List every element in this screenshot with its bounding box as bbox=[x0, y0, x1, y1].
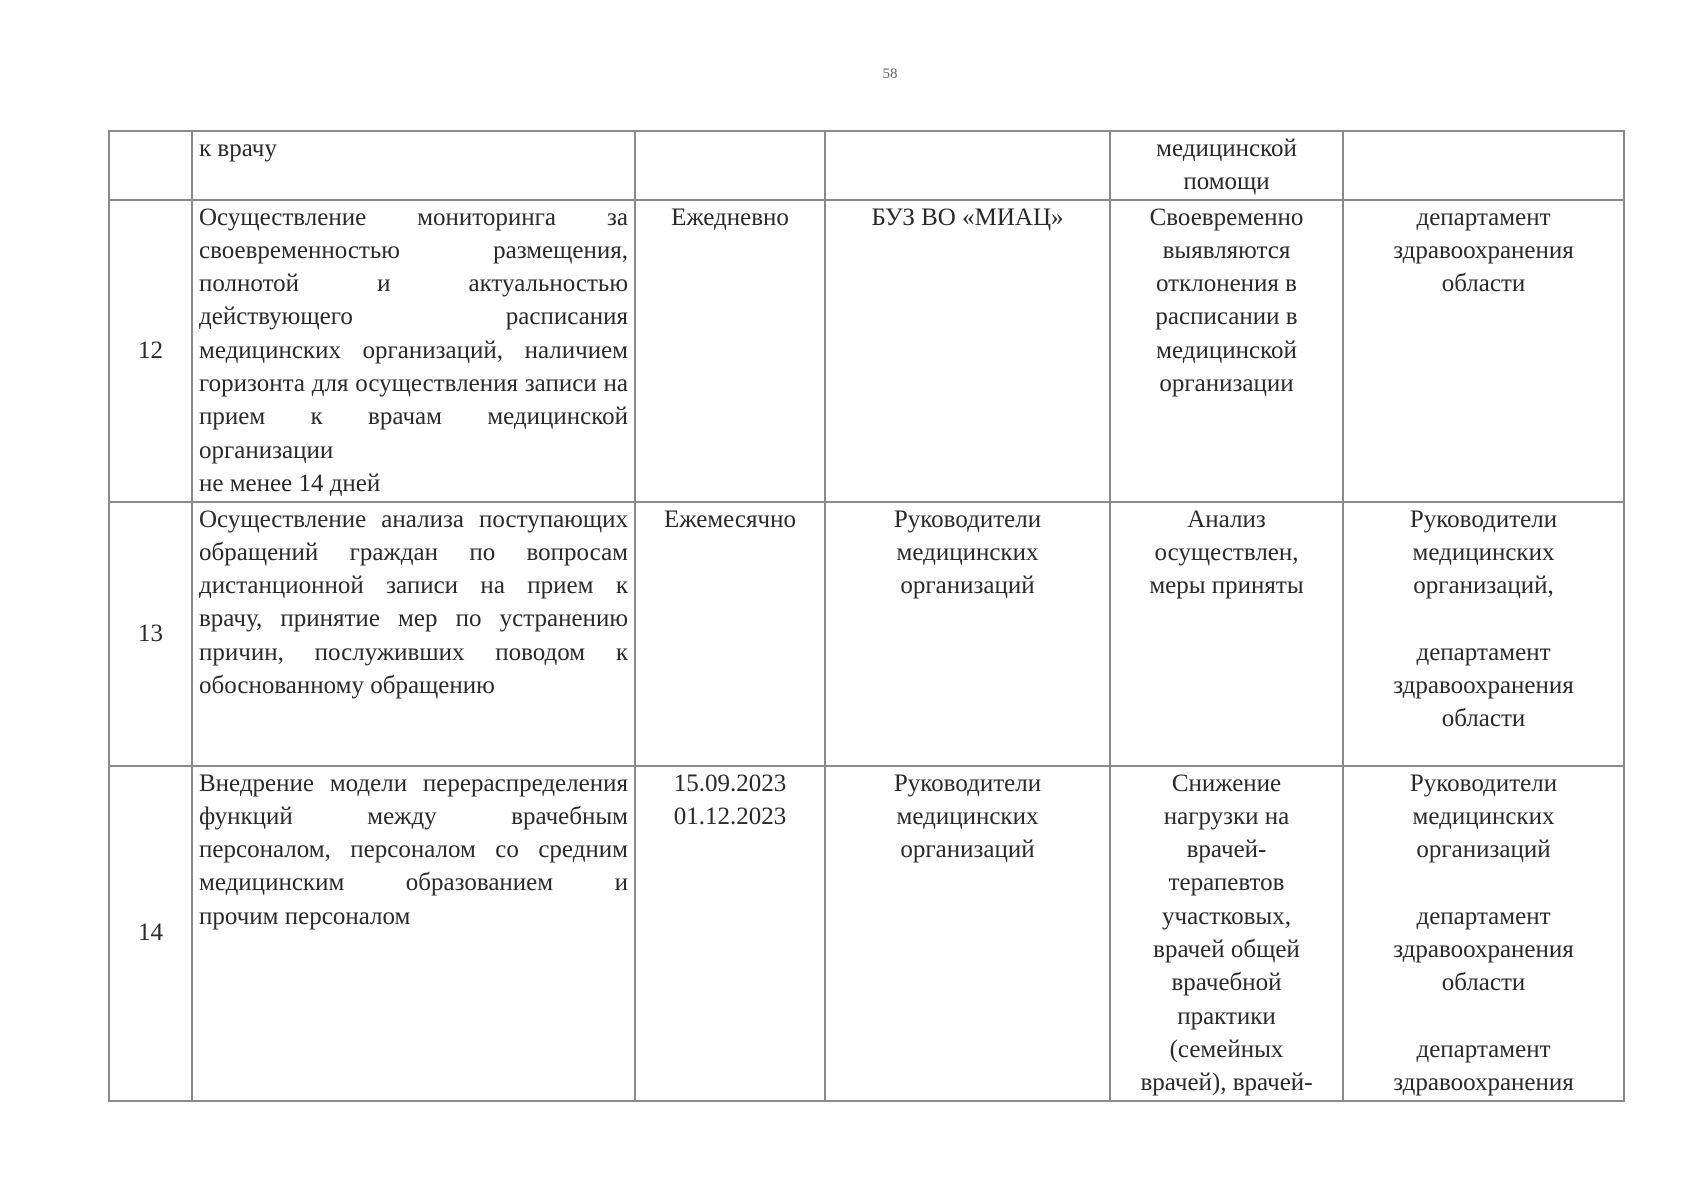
result-cell: Снижение нагрузки на врачей- терапевтов участковых, врачей общей врачебной практики (семейных врачей), врачей- bbox=[1110, 766, 1343, 1101]
responsible-cell: БУЗ ВО «МИАЦ» bbox=[825, 200, 1110, 502]
row-number: 14 bbox=[109, 766, 192, 1101]
activity-text-last-line: обоснованному обращению bbox=[199, 672, 495, 700]
action-plan-table bbox=[108, 130, 1625, 1102]
supervisor-cell: департамент здравоохранения области bbox=[1343, 200, 1624, 502]
activity-text: Внедрение модели перераспределения функций между врачебным персоналом, персоналом со средним медицинским образованием и bbox=[199, 769, 628, 897]
activity-text-last-line: прочим персоналом bbox=[199, 902, 411, 930]
deadline-cell: Ежемесячно bbox=[635, 502, 825, 766]
activity-cell bbox=[192, 502, 635, 766]
activity-text: Осуществление мониторинга за своевременностью размещения, полнотой и актуальностью действующего расписания медицинских организаций, наличием горизонта для осуществления записи на прием к врачам медицинской организации bbox=[199, 203, 628, 464]
activity-text-last-line: не менее 14 дней bbox=[199, 469, 381, 497]
activity-cell bbox=[192, 200, 635, 502]
activity-cell bbox=[192, 766, 635, 1101]
deadline-cell: Ежедневно bbox=[635, 200, 825, 502]
responsible-cell: Руководители медицинских организаций bbox=[825, 502, 1110, 766]
activity-text: Осуществление анализа поступающих обращений граждан по вопросам дистанционной записи на прием к врачу, принятие мер по устранению причин, послуживших поводом к bbox=[199, 505, 628, 666]
activity-text: к врачу bbox=[199, 135, 277, 162]
row-number bbox=[109, 131, 192, 200]
result-cell: медицинской помощи bbox=[1110, 131, 1343, 200]
table-row bbox=[109, 131, 1624, 200]
table-row bbox=[109, 502, 1624, 766]
row-number: 12 bbox=[109, 200, 192, 502]
result-cell: Анализ осуществлен, меры приняты bbox=[1110, 502, 1343, 766]
row-number: 13 bbox=[109, 502, 192, 766]
deadline-cell: 15.09.2023 01.12.2023 bbox=[635, 766, 825, 1101]
table-row bbox=[109, 766, 1624, 1101]
supervisor-cell bbox=[1343, 131, 1624, 200]
supervisor-cell: Руководители медицинских организаций департамент здравоохранения области департамент здравоохранения bbox=[1343, 766, 1624, 1101]
responsible-cell: Руководители медицинских организаций bbox=[825, 766, 1110, 1101]
page-number: 58 bbox=[882, 66, 898, 82]
result-cell: Своевременно выявляются отклонения в расписании в медицинской организации bbox=[1110, 200, 1343, 502]
responsible-cell bbox=[825, 131, 1110, 200]
supervisor-cell: Руководители медицинских организаций, департамент здравоохранения области bbox=[1343, 502, 1624, 766]
table-row bbox=[109, 200, 1624, 502]
deadline-cell bbox=[635, 131, 825, 200]
activity-cell bbox=[192, 131, 635, 200]
